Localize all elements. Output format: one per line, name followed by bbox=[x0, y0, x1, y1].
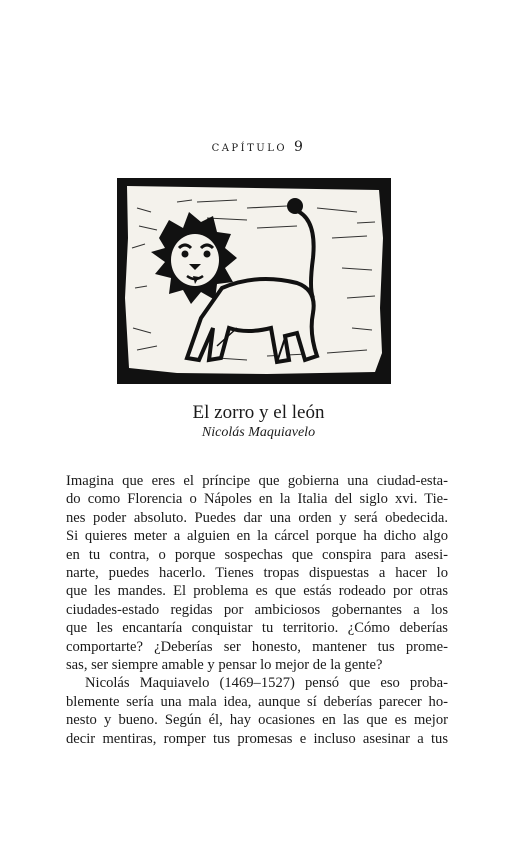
text-line: Si quieres meter a alguien en la cárcel porque ha dicho algo bbox=[66, 528, 448, 545]
text-line: ciudades-estado regidas por ambiciosos gobernantes a los bbox=[66, 601, 448, 618]
text-line: do como Florencia o Nápoles en la Italia del siglo xvi. Tie- bbox=[66, 491, 448, 508]
text-line: nesto y bueno. Según él, hay ocasiones en las que es mejor bbox=[66, 712, 448, 729]
text-line: que les encantaría conquistar tu territorio. ¿Cómo deberías bbox=[66, 620, 448, 637]
text-line: en tu contra, o porque sospechas que conspira para asesi- bbox=[66, 546, 448, 563]
text-line: blemente sería una mala idea, aunque sí deberías parecer ho- bbox=[66, 693, 448, 710]
lion-woodcut-icon bbox=[117, 178, 391, 384]
text-line: narte, puedes hacerlo. Tienes tropas dispuestas a hacer lo bbox=[66, 565, 448, 582]
essay-title: El zorro y el león bbox=[192, 402, 325, 423]
text-line: nes poder absoluto. Puedes dar una orden y será obedecida. bbox=[66, 509, 448, 526]
essay-author: Nicolás Maquiavelo bbox=[201, 425, 316, 440]
text-line: Imagina que eres el príncipe que gobierna una ciudad-esta- bbox=[66, 473, 448, 489]
text-line: decir mentiras, romper tus promesas e incluso asesinar a tus bbox=[66, 730, 448, 747]
text-line: Nicolás Maquiavelo (1469–1527) pensó que eso proba- bbox=[85, 675, 448, 692]
body-text bbox=[66, 472, 448, 748]
text-line: sas, ser siempre amable y pensar lo mejor de la gente? bbox=[66, 657, 383, 674]
text-line: que les mandes. El problema es que estás rodeado por otras bbox=[66, 583, 448, 600]
text-line: comportarte? ¿Deberías ser honesto, mantener tus prome- bbox=[66, 638, 448, 655]
chapter-heading: capítulo 9 bbox=[211, 139, 306, 155]
